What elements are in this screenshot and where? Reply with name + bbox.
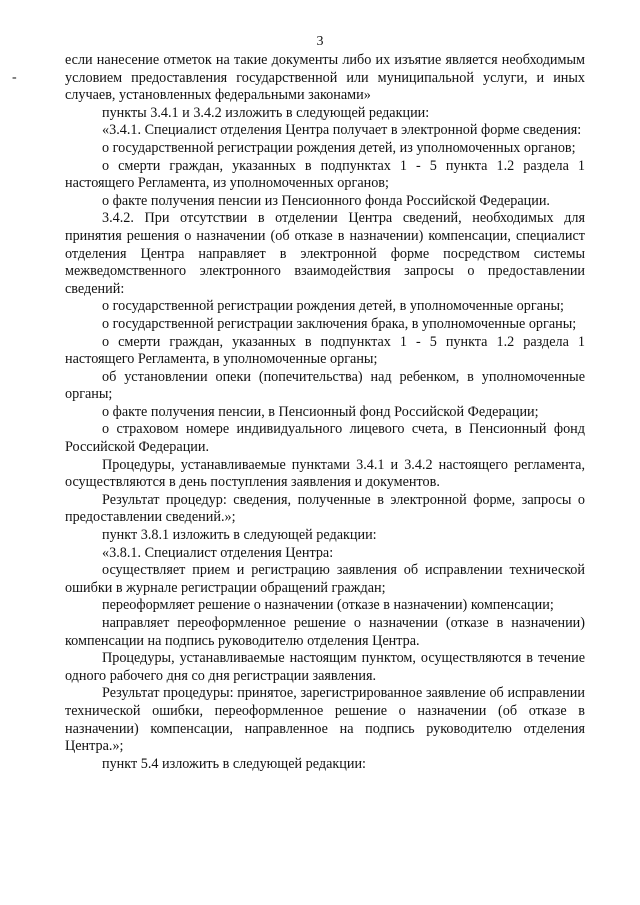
paragraph: «3.8.1. Специалист отделения Центра: (102, 544, 334, 561)
paragraph: Результат процедуры: принятое, зарегистрированное заявление об исправлении технической ошибки, переоформленное решение о назначении (об отказе в назначении) компенсации, направленное на подпись руководителю отделения Центра.»; (65, 685, 585, 755)
paragraph: Процедуры, устанавливаемые настоящим пунктом, осуществляются в течение одного рабочего дня со дня регистрации заявления. (65, 650, 585, 684)
paragraph: если нанесение отметок на такие документы либо их изъятие является необходимым условием предоставления государственной или муниципальной услуги, и иных случаев, установленных федеральными законами» (65, 52, 585, 104)
paragraph: пункты 3.4.1 и 3.4.2 изложить в следующей редакции: (102, 104, 430, 121)
paragraph: о смерти граждан, указанных в подпунктах 1 - 5 пункта 1.2 раздела 1 настоящего Регламента, в уполномоченные органы; (65, 333, 585, 368)
margin-mark: - (12, 70, 17, 85)
paragraph: Процедуры, устанавливаемые пунктами 3.4.1 и 3.4.2 настоящего регламента, осуществляются в день поступления заявления и документов. (65, 456, 585, 491)
paragraph: осуществляет прием и регистрацию заявления об исправлении технической ошибки в журнале регистрации обращений граждан; (65, 562, 585, 596)
paragraph: об установлении опеки (попечительства) над ребенком, в уполномоченные органы; (65, 368, 585, 403)
paragraph: переоформляет решение о назначении (отказе в назначении) компенсации; (102, 597, 554, 614)
paragraph: о смерти граждан, указанных в подпунктах 1 - 5 пункта 1.2 раздела 1 настоящего Регламента, из уполномоченных органов; (65, 157, 585, 192)
paragraph: о факте получения пенсии, в Пенсионный фонд Российской Федерации; (102, 403, 539, 420)
paragraph: «3.4.1. Специалист отделения Центра получает в электронной форме сведения: (102, 122, 582, 139)
paragraph: о государственной регистрации рождения детей, в уполномоченные органы; (102, 298, 564, 315)
document-body (65, 52, 585, 773)
paragraph: о страховом номере индивидуального лицевого счета, в Пенсионный фонд Российской Федерации. (65, 421, 585, 456)
page-number: 3 (316, 34, 324, 49)
paragraph: о факте получения пенсии из Пенсионного фонда Российской Федерации. (102, 192, 550, 209)
paragraph: Результат процедур: сведения, полученные в электронной форме, запросы о предоставлении сведений.»; (65, 491, 585, 526)
paragraph: направляет переоформленное решение о назначении (отказе в назначении) компенсации на подпись руководителю отделения Центра. (65, 615, 585, 649)
paragraph: 3.4.2. При отсутствии в отделении Центра сведений, необходимых для принятия решения о назначении (об отказе в назначении) компенсации, специалист отделения Центра направляет в электронной форме посредством системы межведомственного электронного взаимодействия запросы о предоставлении сведений: (65, 210, 585, 297)
paragraph: пункт 5.4 изложить в следующей редакции: (102, 755, 366, 772)
paragraph: о государственной регистрации заключения брака, в уполномоченные органы; (102, 315, 577, 332)
paragraph: пункт 3.8.1 изложить в следующей редакции: (102, 527, 377, 544)
paragraph: о государственной регистрации рождения детей, из уполномоченных органов; (102, 139, 576, 156)
